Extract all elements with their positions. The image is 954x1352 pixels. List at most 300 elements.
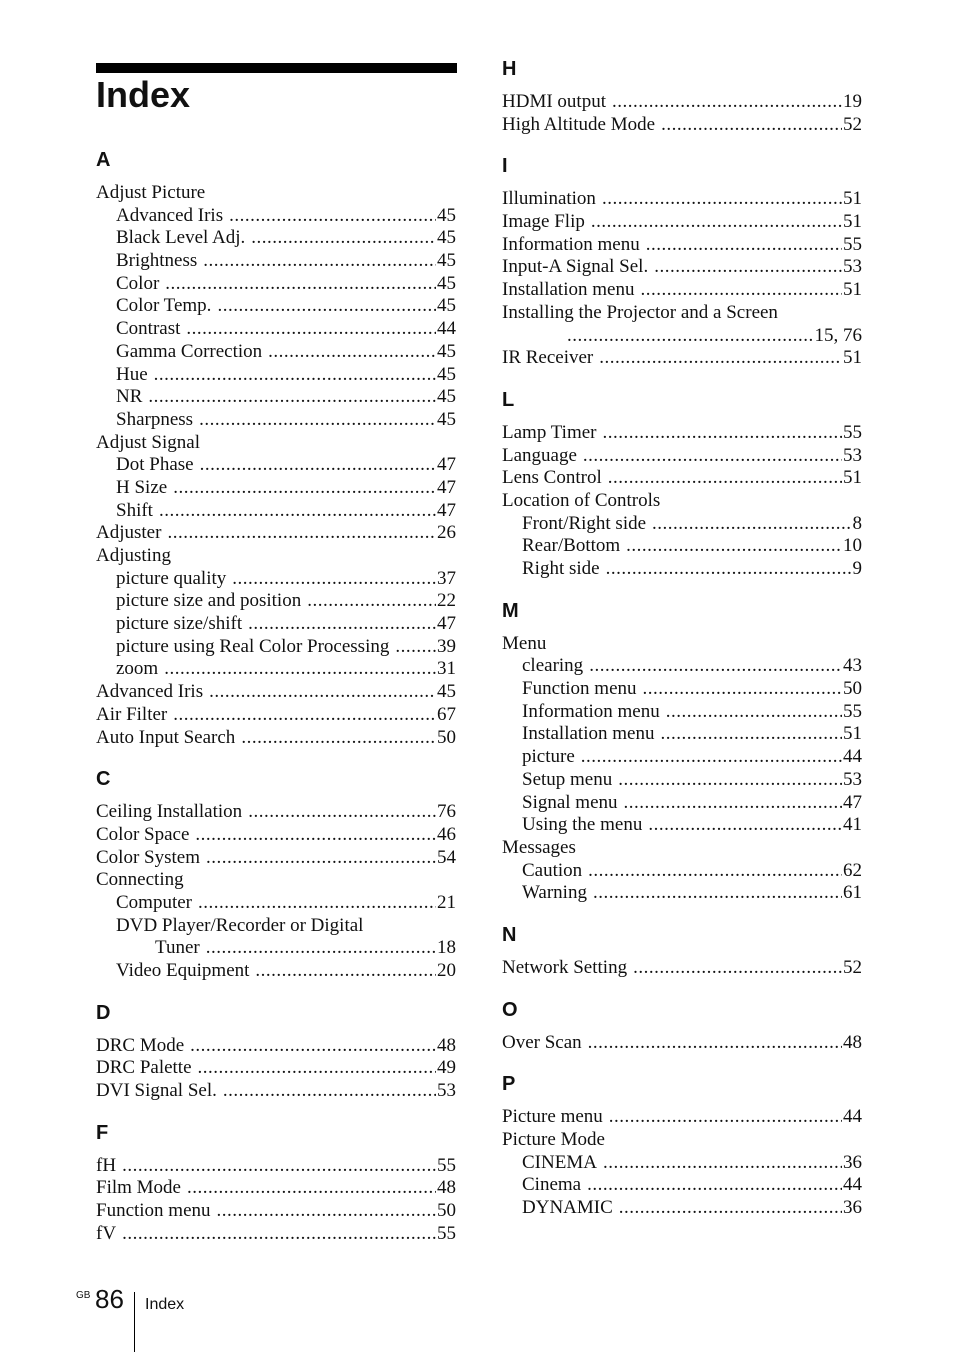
entry-label: Network Setting xyxy=(502,956,628,978)
index-entry xyxy=(502,678,862,701)
index-entry xyxy=(502,814,862,837)
entry-label: DVI Signal Sel. xyxy=(96,1080,217,1102)
entry-label: DYNAMIC xyxy=(522,1197,613,1219)
entry-page-number: 36 xyxy=(843,1151,862,1173)
entry-page-number: 36 xyxy=(843,1197,862,1219)
entry-label: Air Filter xyxy=(96,703,168,725)
index-section xyxy=(502,57,862,136)
dot-leader xyxy=(122,1155,436,1178)
dot-leader xyxy=(612,91,842,114)
entry-label: Front/Right side xyxy=(522,512,647,534)
entry-page-number: 51 xyxy=(843,211,862,233)
section-letter: C xyxy=(96,768,111,791)
dot-leader xyxy=(217,1200,436,1223)
entry-page-number: 44 xyxy=(843,1106,862,1128)
dot-leader xyxy=(187,1177,436,1200)
entry-label: Lens Control xyxy=(502,467,602,489)
index-entry xyxy=(502,211,862,234)
entry-page-number: 47 xyxy=(437,499,456,521)
entry-label: Location of Controls xyxy=(502,489,661,511)
index-entry xyxy=(502,558,862,581)
index-entry xyxy=(502,1174,862,1197)
index-entry xyxy=(96,704,456,727)
dot-leader xyxy=(195,824,436,847)
dot-leader xyxy=(395,636,436,659)
entry-page-number: 26 xyxy=(437,522,456,544)
entry-label: fH xyxy=(96,1154,117,1176)
index-entry xyxy=(96,937,456,960)
index-entry xyxy=(502,279,862,302)
entry-label: Rear/Bottom xyxy=(522,535,621,557)
entry-label: Picture menu xyxy=(502,1106,603,1128)
index-section xyxy=(96,1001,456,1103)
index-entry xyxy=(96,1080,456,1103)
section-letter: P xyxy=(502,1073,516,1096)
dot-leader xyxy=(591,211,842,234)
dot-leader xyxy=(648,814,842,837)
entry-label: zoom xyxy=(116,658,159,680)
entry-page-number: 55 xyxy=(843,421,862,443)
index-entry xyxy=(502,467,862,490)
dot-leader xyxy=(602,188,842,211)
index-entry xyxy=(96,636,456,659)
dot-leader xyxy=(652,513,851,536)
index-section xyxy=(502,998,862,1055)
entry-label: Right side xyxy=(522,558,600,579)
dot-leader xyxy=(626,535,842,558)
section-letter: A xyxy=(96,149,111,171)
index-entry xyxy=(96,227,456,250)
dot-leader xyxy=(206,847,436,870)
entry-label: picture size/shift xyxy=(116,613,243,635)
index-entry xyxy=(502,655,862,678)
entry-page-number: 55 xyxy=(843,700,862,722)
entry-label: Image Flip xyxy=(502,211,585,233)
section-letter: I xyxy=(502,155,508,178)
dot-leader xyxy=(646,234,842,257)
section-letter: O xyxy=(502,998,518,1021)
dot-leader xyxy=(248,801,436,824)
section-letter: F xyxy=(96,1121,109,1144)
index-entry xyxy=(502,490,862,513)
index-entry xyxy=(96,568,456,591)
entry-label: Adjusting xyxy=(96,545,171,566)
index-entry xyxy=(502,1106,862,1129)
index-entry xyxy=(96,1035,456,1058)
entry-label: Color xyxy=(116,272,160,294)
entry-page-number: 44 xyxy=(843,1174,862,1196)
dot-leader xyxy=(640,279,842,302)
index-entry xyxy=(502,347,862,370)
index-entry xyxy=(96,250,456,273)
entry-label: Film Mode xyxy=(96,1177,181,1199)
entry-page-number: 48 xyxy=(437,1034,456,1056)
entry-page-number: 21 xyxy=(437,891,456,913)
entry-label: Color Temp. xyxy=(116,295,212,317)
index-entry xyxy=(96,847,456,870)
section-letter: H xyxy=(502,58,517,80)
entry-page-number: 53 xyxy=(437,1080,456,1102)
dot-leader xyxy=(255,960,436,983)
entry-page-number: 45 xyxy=(437,340,456,362)
dot-leader xyxy=(593,882,842,905)
entry-label: Menu xyxy=(502,632,547,654)
section-letter: D xyxy=(96,1001,111,1024)
entry-page-number: 47 xyxy=(437,613,456,635)
index-entry xyxy=(96,364,456,387)
index-entry xyxy=(502,1152,862,1175)
index-entry xyxy=(96,1200,456,1223)
dot-leader xyxy=(660,723,842,746)
entry-page-number: 52 xyxy=(843,113,862,135)
entry-label: fV xyxy=(96,1222,117,1244)
entry-label: Shift xyxy=(116,499,153,521)
index-section xyxy=(502,1072,862,1219)
entry-page-number: 76 xyxy=(437,801,456,823)
index-entry xyxy=(502,234,862,257)
dot-leader xyxy=(618,769,842,792)
entry-page-number: 61 xyxy=(843,882,862,904)
footer-page-number: 86 xyxy=(95,1284,124,1314)
entry-page-number: 53 xyxy=(843,768,862,790)
dot-leader xyxy=(173,477,436,500)
entry-page-number: 45 xyxy=(437,295,456,317)
index-entry xyxy=(502,325,862,348)
entry-label: DVD Player/Recorder or Digital xyxy=(116,914,364,936)
entry-page-number: 22 xyxy=(437,590,456,612)
entry-label: CINEMA xyxy=(522,1151,597,1173)
entry-page-number: 48 xyxy=(843,1031,862,1053)
dot-leader xyxy=(307,590,436,613)
index-entry xyxy=(96,432,456,455)
entry-label: NR xyxy=(116,386,143,408)
entry-page-number: 45 xyxy=(437,272,456,294)
index-entry xyxy=(96,590,456,613)
index-entry xyxy=(96,727,456,750)
dot-leader xyxy=(198,1057,436,1080)
entry-label: picture using Real Color Processing xyxy=(116,635,390,657)
entry-page-number: 31 xyxy=(437,658,456,680)
index-entry xyxy=(96,341,456,364)
entry-page-number: 53 xyxy=(843,444,862,466)
entry-label: Installation menu xyxy=(522,723,655,745)
entry-label: Over Scan xyxy=(502,1031,582,1053)
index-entry xyxy=(96,658,456,681)
index-entry xyxy=(96,892,456,915)
dot-leader xyxy=(587,1174,842,1197)
entry-label: Connecting xyxy=(96,869,184,891)
index-entry xyxy=(502,256,862,279)
entry-label: Tuner xyxy=(155,937,200,959)
index-entry xyxy=(96,1177,456,1200)
index-entry xyxy=(502,792,862,815)
index-entry xyxy=(96,1155,456,1178)
dot-leader xyxy=(164,658,436,681)
entry-page-number: 47 xyxy=(437,476,456,498)
dot-leader xyxy=(248,613,436,636)
dot-leader xyxy=(209,681,436,704)
dot-leader xyxy=(203,250,436,273)
index-entry xyxy=(96,500,456,523)
entry-label: DRC Mode xyxy=(96,1034,185,1056)
dot-leader xyxy=(154,364,436,387)
entry-label: Sharpness xyxy=(116,408,194,430)
footer-section-label: Index xyxy=(145,1296,185,1313)
index-entry xyxy=(502,633,862,656)
dot-leader xyxy=(241,727,436,750)
dot-leader xyxy=(268,341,436,364)
entry-label: Input-A Signal Sel. xyxy=(502,256,649,278)
dot-leader xyxy=(190,1035,436,1058)
entry-page-number: 45 xyxy=(437,227,456,249)
index-entry xyxy=(502,422,862,445)
index-entry xyxy=(502,302,862,325)
entry-label: Adjust Picture xyxy=(96,182,206,203)
entry-page-number: 55 xyxy=(437,1154,456,1176)
entry-page-number: 51 xyxy=(843,723,862,745)
index-entry xyxy=(96,545,456,568)
entry-label: Warning xyxy=(522,882,587,904)
entry-label: picture xyxy=(522,746,575,768)
dot-leader xyxy=(608,467,842,490)
index-entry xyxy=(96,869,456,892)
index-section xyxy=(96,1121,456,1246)
index-entry xyxy=(502,746,862,769)
entry-label: Using the menu xyxy=(522,814,643,836)
dot-leader xyxy=(633,957,842,980)
entry-page-number: 49 xyxy=(437,1057,456,1079)
index-section xyxy=(96,767,456,983)
entry-page-number: 45 xyxy=(437,250,456,272)
entry-page-number: 39 xyxy=(437,635,456,657)
entry-label: Color Space xyxy=(96,823,190,845)
index-entry xyxy=(502,723,862,746)
dot-leader xyxy=(588,860,842,883)
dot-leader xyxy=(148,386,436,409)
index-entry xyxy=(96,522,456,545)
entry-page-number: 54 xyxy=(437,846,456,868)
entry-page-number: 47 xyxy=(843,791,862,813)
index-section xyxy=(502,154,862,370)
footer-divider xyxy=(134,1292,135,1352)
dot-leader xyxy=(251,227,436,250)
entry-page-number: 10 xyxy=(843,535,862,557)
index-entry xyxy=(502,769,862,792)
index-entry xyxy=(502,188,862,211)
index-entry xyxy=(96,182,456,205)
entry-page-number: 20 xyxy=(437,960,456,981)
dot-leader xyxy=(643,678,842,701)
entry-label: Cinema xyxy=(522,1174,582,1196)
entry-label: Dot Phase xyxy=(116,454,194,476)
entry-label: Illumination xyxy=(502,188,596,210)
index-entry xyxy=(502,860,862,883)
footer-region-code: GB xyxy=(76,1290,91,1301)
index-column-left xyxy=(96,148,456,1264)
dot-leader xyxy=(654,256,842,279)
entry-label: DRC Palette xyxy=(96,1057,192,1079)
index-section xyxy=(502,388,862,581)
entry-page-number: 44 xyxy=(437,318,456,340)
entry-label: Gamma Correction xyxy=(116,340,263,362)
dot-leader xyxy=(661,114,842,137)
entry-page-number: 8 xyxy=(852,512,862,534)
entry-label: High Altitude Mode xyxy=(502,113,656,135)
entry-label: Function menu xyxy=(522,678,637,700)
entry-label: Lamp Timer xyxy=(502,421,597,443)
entry-label: Computer xyxy=(116,891,192,913)
entry-label: Installation menu xyxy=(502,279,635,301)
entry-page-number: 45 xyxy=(437,681,456,703)
index-entry xyxy=(502,1032,862,1055)
entry-page-number: 18 xyxy=(437,937,456,959)
index-entry xyxy=(96,681,456,704)
dot-leader xyxy=(186,318,436,341)
entry-page-number: 52 xyxy=(843,956,862,978)
index-section xyxy=(96,148,456,749)
index-entry xyxy=(96,824,456,847)
dot-leader xyxy=(199,409,436,432)
entry-label: Picture Mode xyxy=(502,1129,605,1150)
index-entry xyxy=(96,613,456,636)
index-entry xyxy=(502,882,862,905)
entry-page-number: 44 xyxy=(843,746,862,768)
dot-leader xyxy=(232,568,436,591)
entry-label: Contrast xyxy=(116,318,181,340)
entry-page-number: 50 xyxy=(843,678,862,700)
index-entry xyxy=(502,1197,862,1220)
dot-leader xyxy=(599,347,842,370)
index-entry xyxy=(96,273,456,296)
index-entry xyxy=(96,454,456,477)
entry-label: Adjuster xyxy=(96,522,162,544)
entry-label: Caution xyxy=(522,859,583,881)
entry-page-number: 50 xyxy=(437,1200,456,1222)
entry-label: Video Equipment xyxy=(116,960,250,981)
entry-label: clearing xyxy=(522,655,584,677)
dot-leader xyxy=(619,1197,842,1220)
index-section xyxy=(502,923,862,980)
index-entry xyxy=(96,960,456,983)
entry-page-number: 55 xyxy=(437,1222,456,1244)
entry-label: IR Receiver xyxy=(502,347,594,369)
entry-page-number: 19 xyxy=(843,91,862,112)
index-entry xyxy=(502,445,862,468)
entry-label: picture size and position xyxy=(116,590,302,612)
entry-page-number: 67 xyxy=(437,703,456,725)
dot-leader xyxy=(198,892,436,915)
section-letter: N xyxy=(502,923,517,946)
index-entry xyxy=(96,801,456,824)
entry-label: Advanced Iris xyxy=(96,681,204,703)
entry-label: Setup menu xyxy=(522,768,613,790)
dot-leader xyxy=(173,704,436,727)
index-entry xyxy=(502,114,862,137)
dot-leader xyxy=(122,1223,436,1246)
entry-page-number: 45 xyxy=(437,204,456,226)
dot-leader xyxy=(609,1106,842,1129)
entry-label: Hue xyxy=(116,363,148,385)
entry-label: picture quality xyxy=(116,567,227,589)
dot-leader xyxy=(229,205,436,228)
entry-page-number: 41 xyxy=(843,814,862,836)
dot-leader xyxy=(589,655,842,678)
entry-label: Messages xyxy=(502,836,576,858)
dot-leader xyxy=(606,558,852,581)
index-entry xyxy=(96,295,456,318)
entry-label: Ceiling Installation xyxy=(96,801,243,823)
dot-leader xyxy=(217,295,436,318)
entry-page-number: 47 xyxy=(437,454,456,476)
entry-label: Color System xyxy=(96,846,200,868)
index-entry xyxy=(502,91,862,114)
entry-label: Signal menu xyxy=(522,791,618,813)
dot-leader xyxy=(206,937,436,960)
index-entry xyxy=(96,477,456,500)
index-entry xyxy=(502,837,862,860)
index-entry xyxy=(502,957,862,980)
entry-label: HDMI output xyxy=(502,91,606,112)
dot-leader xyxy=(602,422,842,445)
dot-leader xyxy=(581,746,842,769)
entry-label: Advanced Iris xyxy=(116,204,224,226)
index-entry xyxy=(96,1223,456,1246)
entry-page-number: 43 xyxy=(843,655,862,677)
entry-page-number: 51 xyxy=(843,279,862,301)
entry-page-number: 48 xyxy=(437,1177,456,1199)
index-column-right xyxy=(502,57,862,1238)
dot-leader xyxy=(583,445,842,468)
index-entry xyxy=(502,1129,862,1152)
entry-label: Brightness xyxy=(116,250,198,272)
dot-leader xyxy=(159,500,436,523)
entry-page-number: 45 xyxy=(437,408,456,430)
dot-leader xyxy=(588,1032,842,1055)
dot-leader xyxy=(666,701,842,724)
entry-page-number: 37 xyxy=(437,567,456,589)
section-letter: M xyxy=(502,599,519,622)
dot-leader xyxy=(567,325,814,348)
entry-label: Language xyxy=(502,444,577,466)
entry-label: Adjust Signal xyxy=(96,431,200,453)
entry-label: Information menu xyxy=(502,233,640,255)
index-entry xyxy=(96,205,456,228)
index-entry xyxy=(96,386,456,409)
entry-page-number: 15, 76 xyxy=(814,324,862,346)
index-entry xyxy=(502,513,862,536)
entry-label: Black Level Adj. xyxy=(116,227,246,249)
entry-page-number: 53 xyxy=(843,256,862,278)
index-entry xyxy=(96,1057,456,1080)
index-entry xyxy=(502,701,862,724)
index-entry xyxy=(96,409,456,432)
entry-label: Auto Input Search xyxy=(96,726,236,748)
entry-page-number: 50 xyxy=(437,726,456,748)
entry-page-number: 51 xyxy=(843,188,862,210)
entry-page-number: 45 xyxy=(437,386,456,408)
index-entry xyxy=(502,535,862,558)
dot-leader xyxy=(200,454,436,477)
entry-page-number: 45 xyxy=(437,363,456,385)
index-entry xyxy=(96,915,456,938)
entry-label: H Size xyxy=(116,476,168,498)
entry-page-number: 51 xyxy=(843,467,862,489)
dot-leader xyxy=(223,1080,436,1103)
index-entry xyxy=(96,318,456,341)
entry-label: Information menu xyxy=(522,700,660,722)
dot-leader xyxy=(165,273,436,296)
entry-page-number: 46 xyxy=(437,823,456,845)
